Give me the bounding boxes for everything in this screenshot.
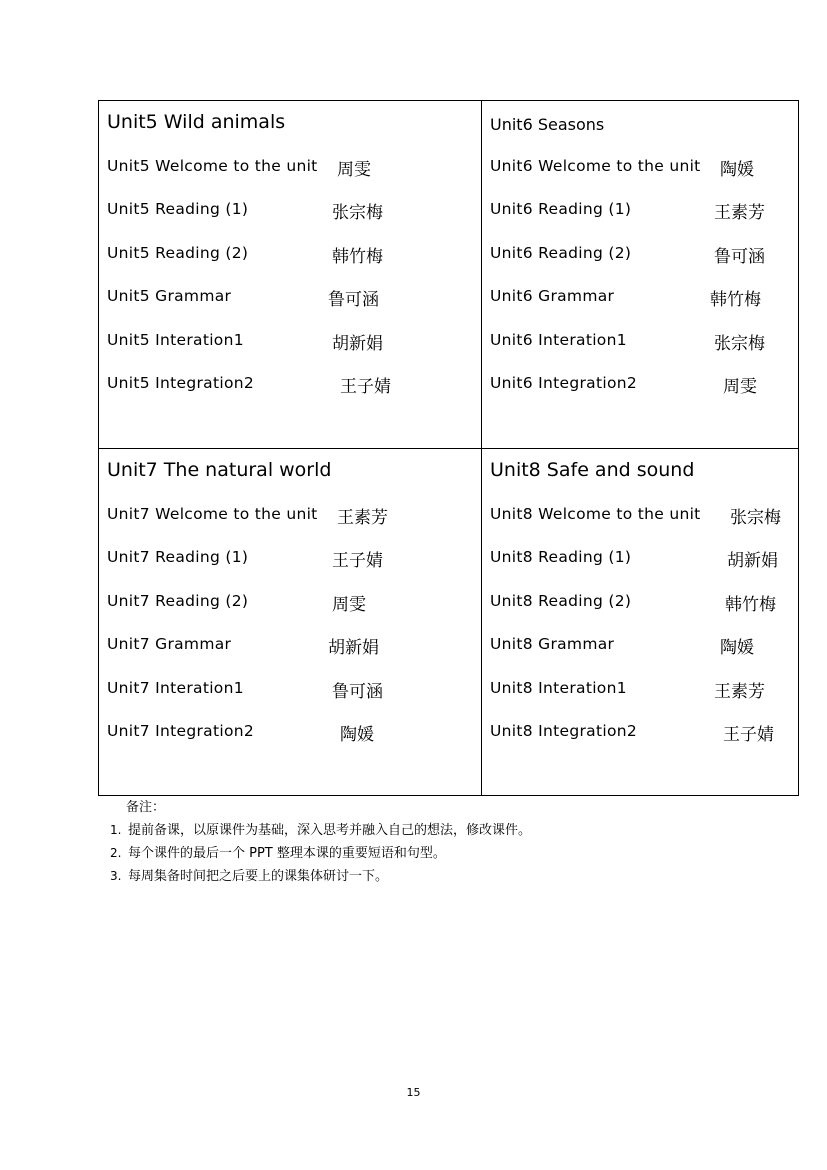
lesson-name: Unit7 Reading (2)	[107, 592, 249, 610]
note-number: 1.	[110, 823, 122, 837]
lesson-row	[490, 635, 806, 659]
lesson-name: Unit7 Reading (1)	[107, 548, 249, 566]
lesson-row	[490, 244, 806, 268]
lesson-name: Unit5 Reading (1)	[107, 200, 249, 218]
lesson-row	[107, 287, 489, 311]
note-item	[110, 865, 531, 888]
teacher-name: 陶媛	[340, 725, 374, 745]
lesson-name: Unit5 Interation1	[107, 331, 244, 349]
unit-title: Unit6 Seasons	[490, 115, 605, 134]
lesson-name: Unit8 Welcome to the unit	[490, 505, 701, 523]
lesson-row	[107, 244, 489, 268]
unit-title: Unit5 Wild animals	[107, 111, 286, 133]
lesson-name: Unit7 Integration2	[107, 722, 255, 740]
teacher-name: 胡新娟	[727, 551, 778, 571]
unit-title: Unit7 The natural world	[107, 459, 332, 481]
lesson-row	[490, 374, 806, 398]
unit-cell-unit8	[482, 449, 798, 795]
lesson-row	[490, 722, 806, 746]
teacher-name: 王素芳	[714, 203, 765, 223]
assignment-table	[98, 100, 799, 796]
lesson-name: Unit5 Grammar	[107, 287, 232, 305]
teacher-name: 王素芳	[337, 508, 388, 528]
lesson-row	[107, 374, 489, 398]
teacher-name: 张宗梅	[730, 508, 781, 528]
teacher-name: 胡新娟	[328, 638, 379, 658]
lesson-name: Unit8 Grammar	[490, 635, 615, 653]
lesson-row	[490, 157, 806, 181]
lesson-row	[490, 548, 806, 572]
lesson-name: Unit8 Reading (2)	[490, 592, 632, 610]
teacher-name: 王子婧	[723, 725, 774, 745]
lesson-name: Unit6 Integration2	[490, 374, 638, 392]
teacher-name: 韩竹梅	[332, 247, 383, 267]
lesson-name: Unit7 Grammar	[107, 635, 232, 653]
lesson-row	[490, 505, 806, 529]
unit-cell-unit7	[99, 449, 482, 795]
lesson-row	[490, 287, 806, 311]
lesson-row	[490, 592, 806, 616]
teacher-name: 王子婧	[340, 377, 391, 397]
note-item	[110, 819, 531, 842]
teacher-name: 张宗梅	[714, 334, 765, 354]
unit-cell-unit6	[482, 101, 798, 449]
teacher-name: 韩竹梅	[710, 290, 761, 310]
lesson-row	[107, 722, 489, 746]
unit-cell-unit5	[99, 101, 482, 449]
lesson-row	[490, 679, 806, 703]
teacher-name: 周雯	[332, 595, 366, 615]
lesson-name: Unit6 Interation1	[490, 331, 627, 349]
lesson-name: Unit8 Reading (1)	[490, 548, 632, 566]
note-number: 2.	[110, 846, 122, 860]
teacher-name: 陶媛	[720, 638, 754, 658]
lesson-row	[107, 157, 489, 181]
lesson-row	[107, 200, 489, 224]
note-number: 3.	[110, 869, 122, 883]
lesson-name: Unit8 Interation1	[490, 679, 627, 697]
lesson-row	[107, 592, 489, 616]
note-item	[110, 842, 531, 865]
lesson-name: Unit8 Integration2	[490, 722, 638, 740]
teacher-name: 鲁可涵	[332, 682, 383, 702]
lesson-name: Unit5 Welcome to the unit	[107, 157, 318, 175]
teacher-name: 王素芳	[714, 682, 765, 702]
teacher-name: 周雯	[337, 160, 371, 180]
lesson-row	[107, 548, 489, 572]
teacher-name: 张宗梅	[332, 203, 383, 223]
teacher-name: 韩竹梅	[725, 595, 776, 615]
teacher-name: 陶媛	[720, 160, 754, 180]
notes-heading: 备注：	[126, 800, 166, 815]
lesson-row	[107, 679, 489, 703]
lesson-row	[107, 331, 489, 355]
lesson-name: Unit6 Reading (1)	[490, 200, 632, 218]
teacher-name: 胡新娟	[332, 334, 383, 354]
lesson-name: Unit6 Welcome to the unit	[490, 157, 701, 175]
lesson-name: Unit5 Integration2	[107, 374, 255, 392]
note-text: 每周集备时间把之后要上的课集体研讨一下。	[128, 869, 389, 884]
unit-title: Unit8 Safe and sound	[490, 459, 695, 481]
lesson-row	[490, 200, 806, 224]
note-text: 提前备课，以原课件为基础，深入思考并融入自己的想法，修改课件。	[128, 823, 532, 838]
lesson-row	[107, 505, 489, 529]
lesson-row	[490, 331, 806, 355]
lesson-name: Unit6 Reading (2)	[490, 244, 632, 262]
notes-section	[110, 797, 531, 888]
teacher-name: 王子婧	[332, 551, 383, 571]
teacher-name: 鲁可涵	[328, 290, 379, 310]
lesson-name: Unit5 Reading (2)	[107, 244, 249, 262]
teacher-name: 鲁可涵	[714, 247, 765, 267]
lesson-name: Unit7 Interation1	[107, 679, 244, 697]
teacher-name: 周雯	[723, 377, 757, 397]
lesson-row	[107, 635, 489, 659]
lesson-name: Unit6 Grammar	[490, 287, 615, 305]
note-text: 每个课件的最后一个 PPT 整理本课的重要短语和句型。	[128, 846, 446, 861]
lesson-name: Unit7 Welcome to the unit	[107, 505, 318, 523]
page-number: 15	[406, 1086, 421, 1099]
